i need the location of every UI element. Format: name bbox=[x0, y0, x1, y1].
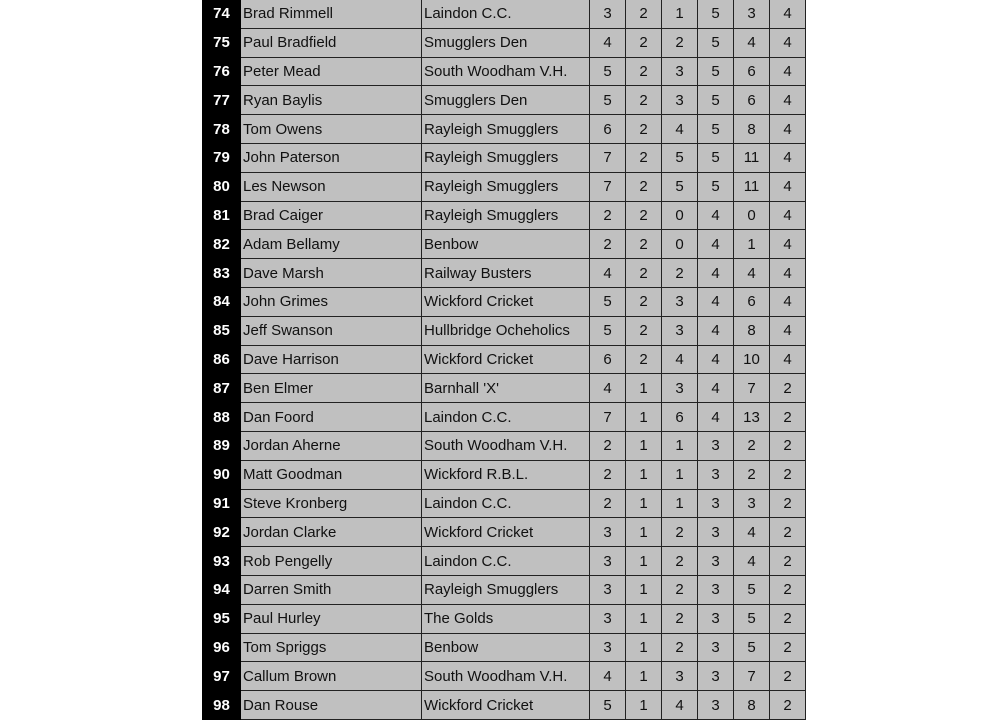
table-row bbox=[203, 604, 806, 633]
player-name-cell: Peter Mead bbox=[241, 57, 422, 86]
stat-cell: 4 bbox=[770, 287, 806, 316]
stat-cell: 4 bbox=[590, 662, 626, 691]
stat-cell: 1 bbox=[734, 230, 770, 259]
table-row bbox=[203, 547, 806, 576]
player-name-cell: Paul Bradfield bbox=[241, 28, 422, 57]
table-row bbox=[203, 259, 806, 288]
stat-cell: 2 bbox=[626, 143, 662, 172]
rank-cell: 97 bbox=[203, 662, 241, 691]
stat-cell: 2 bbox=[770, 662, 806, 691]
table-row bbox=[203, 172, 806, 201]
stat-cell: 5 bbox=[698, 0, 734, 28]
stat-cell: 5 bbox=[590, 287, 626, 316]
rank-cell: 83 bbox=[203, 259, 241, 288]
stat-cell: 4 bbox=[734, 518, 770, 547]
rank-cell: 95 bbox=[203, 604, 241, 633]
rank-cell: 84 bbox=[203, 287, 241, 316]
stat-cell: 5 bbox=[590, 57, 626, 86]
stat-cell: 2 bbox=[662, 259, 698, 288]
stat-cell: 1 bbox=[626, 460, 662, 489]
table-row bbox=[203, 691, 806, 720]
stat-cell: 1 bbox=[662, 431, 698, 460]
stat-cell: 2 bbox=[590, 230, 626, 259]
stat-cell: 3 bbox=[590, 604, 626, 633]
team-cell: South Woodham V.H. bbox=[422, 57, 590, 86]
stat-cell: 2 bbox=[770, 460, 806, 489]
stat-cell: 2 bbox=[770, 431, 806, 460]
stat-cell: 4 bbox=[662, 691, 698, 720]
stat-cell: 2 bbox=[626, 115, 662, 144]
stat-cell: 4 bbox=[770, 57, 806, 86]
stat-cell: 2 bbox=[770, 547, 806, 576]
stat-cell: 4 bbox=[770, 230, 806, 259]
table-row bbox=[203, 489, 806, 518]
team-cell: Wickford Cricket bbox=[422, 691, 590, 720]
table-row bbox=[203, 460, 806, 489]
table-row bbox=[203, 662, 806, 691]
stat-cell: 2 bbox=[626, 259, 662, 288]
stat-cell: 2 bbox=[590, 489, 626, 518]
stat-cell: 5 bbox=[698, 143, 734, 172]
stat-cell: 6 bbox=[734, 57, 770, 86]
stat-cell: 4 bbox=[770, 143, 806, 172]
team-cell: Smugglers Den bbox=[422, 86, 590, 115]
stat-cell: 4 bbox=[590, 374, 626, 403]
stat-cell: 5 bbox=[698, 172, 734, 201]
stat-cell: 4 bbox=[734, 28, 770, 57]
player-name-cell: Dan Foord bbox=[241, 403, 422, 432]
stat-cell: 2 bbox=[770, 489, 806, 518]
stat-cell: 2 bbox=[626, 86, 662, 115]
stat-cell: 2 bbox=[662, 518, 698, 547]
stat-cell: 2 bbox=[734, 460, 770, 489]
table-row bbox=[203, 115, 806, 144]
stat-cell: 5 bbox=[590, 86, 626, 115]
stat-cell: 4 bbox=[698, 316, 734, 345]
team-cell: Smugglers Den bbox=[422, 28, 590, 57]
player-name-cell: Dave Marsh bbox=[241, 259, 422, 288]
player-name-cell: Tom Spriggs bbox=[241, 633, 422, 662]
stat-cell: 6 bbox=[662, 403, 698, 432]
stat-cell: 5 bbox=[734, 575, 770, 604]
rank-cell: 82 bbox=[203, 230, 241, 259]
stat-cell: 3 bbox=[698, 604, 734, 633]
rank-cell: 98 bbox=[203, 691, 241, 720]
stat-cell: 1 bbox=[662, 460, 698, 489]
stat-cell: 4 bbox=[590, 259, 626, 288]
table-row bbox=[203, 230, 806, 259]
player-name-cell: Adam Bellamy bbox=[241, 230, 422, 259]
stat-cell: 4 bbox=[770, 201, 806, 230]
stat-cell: 3 bbox=[662, 86, 698, 115]
table-row bbox=[203, 431, 806, 460]
rank-cell: 75 bbox=[203, 28, 241, 57]
player-name-cell: Tom Owens bbox=[241, 115, 422, 144]
stat-cell: 4 bbox=[590, 28, 626, 57]
table-row bbox=[203, 86, 806, 115]
table-row bbox=[203, 403, 806, 432]
stat-cell: 4 bbox=[770, 259, 806, 288]
stat-cell: 2 bbox=[770, 518, 806, 547]
stat-cell: 4 bbox=[662, 115, 698, 144]
stat-cell: 2 bbox=[626, 230, 662, 259]
stat-cell: 3 bbox=[662, 316, 698, 345]
player-name-cell: Les Newson bbox=[241, 172, 422, 201]
stat-cell: 4 bbox=[770, 86, 806, 115]
standings-table bbox=[202, 0, 806, 720]
stat-cell: 1 bbox=[626, 633, 662, 662]
team-cell: Wickford Cricket bbox=[422, 345, 590, 374]
table-row bbox=[203, 575, 806, 604]
stat-cell: 0 bbox=[662, 230, 698, 259]
stat-cell: 7 bbox=[590, 403, 626, 432]
player-name-cell: Dave Harrison bbox=[241, 345, 422, 374]
stat-cell: 7 bbox=[590, 172, 626, 201]
stat-cell: 4 bbox=[698, 403, 734, 432]
player-name-cell: Jordan Aherne bbox=[241, 431, 422, 460]
stat-cell: 3 bbox=[698, 547, 734, 576]
stat-cell: 4 bbox=[770, 345, 806, 374]
stat-cell: 1 bbox=[626, 431, 662, 460]
team-cell: Laindon C.C. bbox=[422, 489, 590, 518]
stat-cell: 2 bbox=[626, 201, 662, 230]
stat-cell: 7 bbox=[734, 374, 770, 403]
stat-cell: 0 bbox=[734, 201, 770, 230]
table-row bbox=[203, 143, 806, 172]
stat-cell: 7 bbox=[734, 662, 770, 691]
player-name-cell: Paul Hurley bbox=[241, 604, 422, 633]
stat-cell: 2 bbox=[662, 575, 698, 604]
player-name-cell: John Grimes bbox=[241, 287, 422, 316]
table-row bbox=[203, 57, 806, 86]
stat-cell: 4 bbox=[698, 374, 734, 403]
stat-cell: 3 bbox=[590, 518, 626, 547]
rank-cell: 92 bbox=[203, 518, 241, 547]
stat-cell: 2 bbox=[770, 403, 806, 432]
stat-cell: 4 bbox=[698, 345, 734, 374]
player-name-cell: Brad Caiger bbox=[241, 201, 422, 230]
rank-cell: 91 bbox=[203, 489, 241, 518]
stat-cell: 6 bbox=[590, 345, 626, 374]
table-row bbox=[203, 201, 806, 230]
stat-cell: 1 bbox=[662, 489, 698, 518]
standings-table-container bbox=[202, 0, 806, 720]
stat-cell: 2 bbox=[626, 345, 662, 374]
rank-cell: 87 bbox=[203, 374, 241, 403]
player-name-cell: Ben Elmer bbox=[241, 374, 422, 403]
stat-cell: 2 bbox=[626, 57, 662, 86]
team-cell: Wickford R.B.L. bbox=[422, 460, 590, 489]
stat-cell: 2 bbox=[662, 604, 698, 633]
table-row bbox=[203, 345, 806, 374]
player-name-cell: Brad Rimmell bbox=[241, 0, 422, 28]
stat-cell: 0 bbox=[662, 201, 698, 230]
stat-cell: 3 bbox=[590, 633, 626, 662]
rank-cell: 86 bbox=[203, 345, 241, 374]
rank-cell: 81 bbox=[203, 201, 241, 230]
stat-cell: 11 bbox=[734, 172, 770, 201]
stat-cell: 2 bbox=[662, 547, 698, 576]
team-cell: Wickford Cricket bbox=[422, 287, 590, 316]
stat-cell: 5 bbox=[698, 86, 734, 115]
stat-cell: 3 bbox=[662, 374, 698, 403]
stat-cell: 4 bbox=[734, 259, 770, 288]
stat-cell: 3 bbox=[590, 547, 626, 576]
rank-cell: 80 bbox=[203, 172, 241, 201]
player-name-cell: Matt Goodman bbox=[241, 460, 422, 489]
stat-cell: 3 bbox=[662, 662, 698, 691]
rank-cell: 78 bbox=[203, 115, 241, 144]
stat-cell: 4 bbox=[698, 230, 734, 259]
stat-cell: 2 bbox=[770, 691, 806, 720]
stat-cell: 5 bbox=[698, 57, 734, 86]
stat-cell: 4 bbox=[662, 345, 698, 374]
stat-cell: 11 bbox=[734, 143, 770, 172]
rank-cell: 90 bbox=[203, 460, 241, 489]
stat-cell: 1 bbox=[626, 604, 662, 633]
stat-cell: 4 bbox=[770, 0, 806, 28]
stat-cell: 3 bbox=[662, 57, 698, 86]
team-cell: Rayleigh Smugglers bbox=[422, 143, 590, 172]
stat-cell: 8 bbox=[734, 316, 770, 345]
team-cell: Laindon C.C. bbox=[422, 547, 590, 576]
player-name-cell: Ryan Baylis bbox=[241, 86, 422, 115]
stat-cell: 8 bbox=[734, 115, 770, 144]
stat-cell: 5 bbox=[662, 143, 698, 172]
team-cell: Rayleigh Smugglers bbox=[422, 115, 590, 144]
stat-cell: 6 bbox=[590, 115, 626, 144]
rank-cell: 88 bbox=[203, 403, 241, 432]
stat-cell: 1 bbox=[626, 518, 662, 547]
player-name-cell: Rob Pengelly bbox=[241, 547, 422, 576]
stat-cell: 3 bbox=[698, 662, 734, 691]
stat-cell: 5 bbox=[734, 633, 770, 662]
stat-cell: 4 bbox=[770, 28, 806, 57]
player-name-cell: Jordan Clarke bbox=[241, 518, 422, 547]
rank-cell: 79 bbox=[203, 143, 241, 172]
stat-cell: 2 bbox=[626, 28, 662, 57]
stat-cell: 3 bbox=[698, 489, 734, 518]
stat-cell: 13 bbox=[734, 403, 770, 432]
rank-cell: 94 bbox=[203, 575, 241, 604]
stat-cell: 3 bbox=[698, 518, 734, 547]
stat-cell: 2 bbox=[590, 460, 626, 489]
stat-cell: 2 bbox=[626, 316, 662, 345]
stat-cell: 1 bbox=[626, 662, 662, 691]
stat-cell: 5 bbox=[698, 115, 734, 144]
stat-cell: 3 bbox=[590, 0, 626, 28]
stat-cell: 3 bbox=[734, 0, 770, 28]
stat-cell: 2 bbox=[626, 287, 662, 316]
stat-cell: 4 bbox=[698, 259, 734, 288]
stat-cell: 5 bbox=[662, 172, 698, 201]
stat-cell: 5 bbox=[734, 604, 770, 633]
team-cell: Railway Busters bbox=[422, 259, 590, 288]
player-name-cell: John Paterson bbox=[241, 143, 422, 172]
stat-cell: 3 bbox=[662, 287, 698, 316]
rank-cell: 93 bbox=[203, 547, 241, 576]
stat-cell: 1 bbox=[626, 691, 662, 720]
stat-cell: 2 bbox=[734, 431, 770, 460]
stat-cell: 2 bbox=[662, 633, 698, 662]
team-cell: Barnhall 'X' bbox=[422, 374, 590, 403]
team-cell: Laindon C.C. bbox=[422, 0, 590, 28]
team-cell: Benbow bbox=[422, 633, 590, 662]
stat-cell: 2 bbox=[662, 28, 698, 57]
rank-cell: 89 bbox=[203, 431, 241, 460]
player-name-cell: Darren Smith bbox=[241, 575, 422, 604]
stat-cell: 5 bbox=[698, 28, 734, 57]
stat-cell: 3 bbox=[698, 633, 734, 662]
player-name-cell: Jeff Swanson bbox=[241, 316, 422, 345]
stat-cell: 1 bbox=[626, 489, 662, 518]
stat-cell: 3 bbox=[590, 575, 626, 604]
rank-cell: 76 bbox=[203, 57, 241, 86]
table-row bbox=[203, 287, 806, 316]
rank-cell: 74 bbox=[203, 0, 241, 28]
team-cell: Laindon C.C. bbox=[422, 403, 590, 432]
stat-cell: 1 bbox=[626, 403, 662, 432]
team-cell: South Woodham V.H. bbox=[422, 431, 590, 460]
stat-cell: 5 bbox=[590, 316, 626, 345]
stat-cell: 4 bbox=[698, 287, 734, 316]
stat-cell: 7 bbox=[590, 143, 626, 172]
player-name-cell: Callum Brown bbox=[241, 662, 422, 691]
stat-cell: 4 bbox=[770, 316, 806, 345]
team-cell: Hullbridge Ocheholics bbox=[422, 316, 590, 345]
stat-cell: 3 bbox=[698, 431, 734, 460]
team-cell: Benbow bbox=[422, 230, 590, 259]
table-row bbox=[203, 633, 806, 662]
table-row bbox=[203, 374, 806, 403]
stat-cell: 1 bbox=[626, 575, 662, 604]
player-name-cell: Steve Kronberg bbox=[241, 489, 422, 518]
stat-cell: 1 bbox=[626, 374, 662, 403]
team-cell: South Woodham V.H. bbox=[422, 662, 590, 691]
stat-cell: 4 bbox=[698, 201, 734, 230]
stat-cell: 2 bbox=[770, 604, 806, 633]
stat-cell: 2 bbox=[626, 0, 662, 28]
player-name-cell: Dan Rouse bbox=[241, 691, 422, 720]
stat-cell: 6 bbox=[734, 86, 770, 115]
stat-cell: 1 bbox=[662, 0, 698, 28]
stat-cell: 4 bbox=[770, 115, 806, 144]
table-row bbox=[203, 0, 806, 28]
stat-cell: 1 bbox=[626, 547, 662, 576]
stat-cell: 6 bbox=[734, 287, 770, 316]
rank-cell: 96 bbox=[203, 633, 241, 662]
stat-cell: 2 bbox=[770, 374, 806, 403]
table-row bbox=[203, 518, 806, 547]
stat-cell: 2 bbox=[590, 431, 626, 460]
stat-cell: 3 bbox=[698, 575, 734, 604]
stat-cell: 4 bbox=[734, 547, 770, 576]
stat-cell: 2 bbox=[770, 575, 806, 604]
team-cell: Wickford Cricket bbox=[422, 518, 590, 547]
team-cell: Rayleigh Smugglers bbox=[422, 172, 590, 201]
stat-cell: 3 bbox=[698, 460, 734, 489]
rank-cell: 85 bbox=[203, 316, 241, 345]
stat-cell: 3 bbox=[698, 691, 734, 720]
table-row bbox=[203, 28, 806, 57]
stat-cell: 8 bbox=[734, 691, 770, 720]
rank-cell: 77 bbox=[203, 86, 241, 115]
stat-cell: 5 bbox=[590, 691, 626, 720]
stat-cell: 2 bbox=[770, 633, 806, 662]
stat-cell: 2 bbox=[626, 172, 662, 201]
stat-cell: 2 bbox=[590, 201, 626, 230]
stat-cell: 4 bbox=[770, 172, 806, 201]
team-cell: Rayleigh Smugglers bbox=[422, 575, 590, 604]
table-row bbox=[203, 316, 806, 345]
stat-cell: 10 bbox=[734, 345, 770, 374]
team-cell: The Golds bbox=[422, 604, 590, 633]
team-cell: Rayleigh Smugglers bbox=[422, 201, 590, 230]
stat-cell: 3 bbox=[734, 489, 770, 518]
